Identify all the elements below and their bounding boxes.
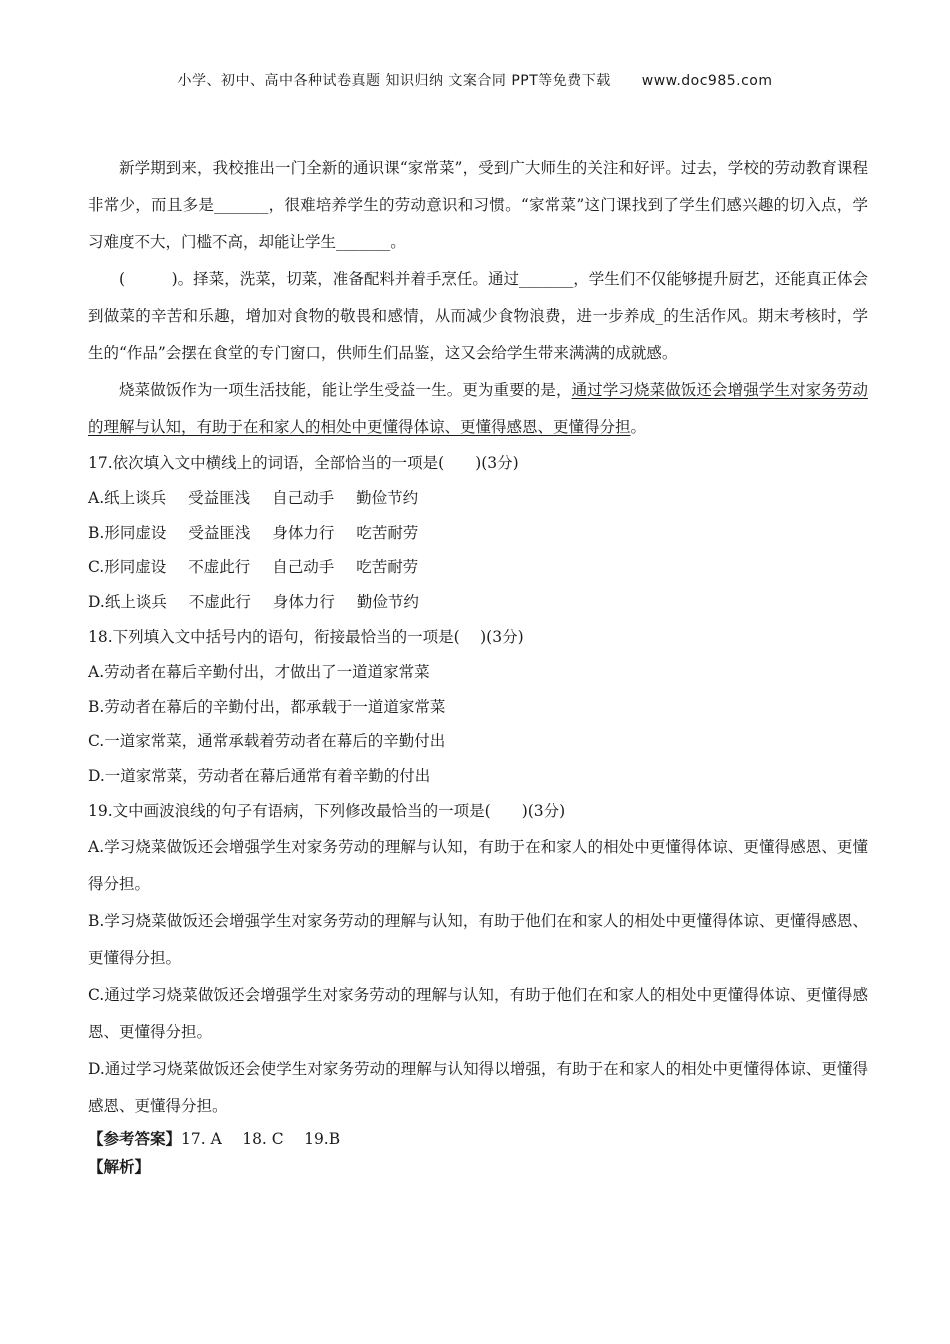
option-19-d: D.通过学习烧菜做饭还会使学生对家务劳动的理解与认知得以增强，有助于在和家人的相处中更懂得体谅、更懂得感恩、更懂得分担。 <box>88 1059 868 1115</box>
wavy-underlined-sentence: 通过学习烧菜做饭还会增强学生对家务劳动的理解与认知，有助于在和家人的相处中更懂得体谅、更懂得感恩、更懂得分担 <box>88 381 868 436</box>
question-stem: 19.文中画波浪线的句子有语病，下列修改最恰当的一项是( )(3分) <box>88 801 566 820</box>
header-site-link[interactable]: www.doc985.com <box>641 73 773 89</box>
passage-paragraph-2: ( )。择菜，洗菜，切菜，准备配料并着手烹任。通过_______，学生们不仅能够提升厨艺，还能真正体会到做菜的辛苦和乐趣，增加对食物的敬畏和感情，从而减少食物浪费，进一步养成_的生活作风。期末考核时，学生的“作品”会摆在食堂的专门窗口，供师生们品鉴，这又会给学生带来满满的成就感。 <box>88 270 868 362</box>
option-17-b: B.形同虚设 受益匪浅 身体力行 吃苦耐劳 <box>88 523 419 542</box>
option-17-a: A.纸上谈兵 受益匪浅 自己动手 勤俭节约 <box>88 488 419 507</box>
question-17 <box>88 446 868 620</box>
answer-label: 【参考答案】 <box>88 1128 182 1148</box>
passage-paragraph-1: 新学期到来，我校推出一门全新的通识课“家常菜”，受到广大师生的关注和好评。过去，学校的劳动教育课程非常少，而且多是_______，很难培养学生的劳动意识和习惯。“家常菜”这门课找到了学生们感兴趣的切入点，学习难度不大，门槛不高，却能让学生_______。 <box>88 159 868 251</box>
passage <box>88 150 868 446</box>
header-text: 小学、初中、高中各种试卷真题 知识归纳 文案合同 PPT等免费下载 <box>177 73 611 89</box>
option-19-c: C.通过学习烧菜做饭还会增强学生对家务劳动的理解与认知，有助于他们在和家人的相处中更懂得体谅、更懂得感恩、更懂得分担。 <box>88 985 868 1041</box>
analysis-label: 【解析】 <box>88 1156 151 1176</box>
option-17-c: C.形同虚设 不虚此行 自己动手 吃苦耐劳 <box>88 558 419 577</box>
question-stem: 17.依次填入文中横线上的词语，全部恰当的一项是( )(3分) <box>88 454 519 472</box>
passage-p3-start: 烧菜做饭作为一项生活技能，能让学生受益一生。更为重要的是， <box>119 381 572 399</box>
option-19-b: B.学习烧菜做饭还会增强学生对家务劳动的理解与认知，有助于他们在和家人的相处中更懂得体谅、更懂得感恩、更懂得分担。 <box>88 911 868 967</box>
question-stem: 18.下列填入文中括号内的语句，衔接最恰当的一项是( )(3分) <box>88 627 524 646</box>
option-18-b: B.劳动者在幕后的辛勤付出，都承载于一道道家常菜 <box>88 697 446 716</box>
document-body <box>88 150 868 1181</box>
option-18-d: D.一道家常菜，劳动者在幕后通常有着辛勤的付出 <box>88 767 431 786</box>
page-header <box>0 70 950 90</box>
option-18-c: C.一道家常菜，通常承载着劳动者在幕后的辛勤付出 <box>88 732 446 751</box>
option-17-d: D.纸上谈兵 不虚此行 身体力行 勤俭节约 <box>88 593 419 612</box>
question-19 <box>88 794 868 1125</box>
passage-paragraph-3 <box>88 372 868 446</box>
passage-p3-end: 。 <box>630 418 647 436</box>
question-18 <box>88 620 868 794</box>
answer-line <box>88 1125 868 1153</box>
answer-text: 17. A 18. C 19.B <box>181 1129 341 1148</box>
option-18-a: A.劳动者在幕后辛勤付出，才做出了一道道家常菜 <box>88 662 430 681</box>
option-19-a: A.学习烧菜做饭还会增强学生对家务劳动的理解与认知，有助于在和家人的相处中更懂得体谅、更懂得感恩、更懂得分担。 <box>88 837 868 893</box>
